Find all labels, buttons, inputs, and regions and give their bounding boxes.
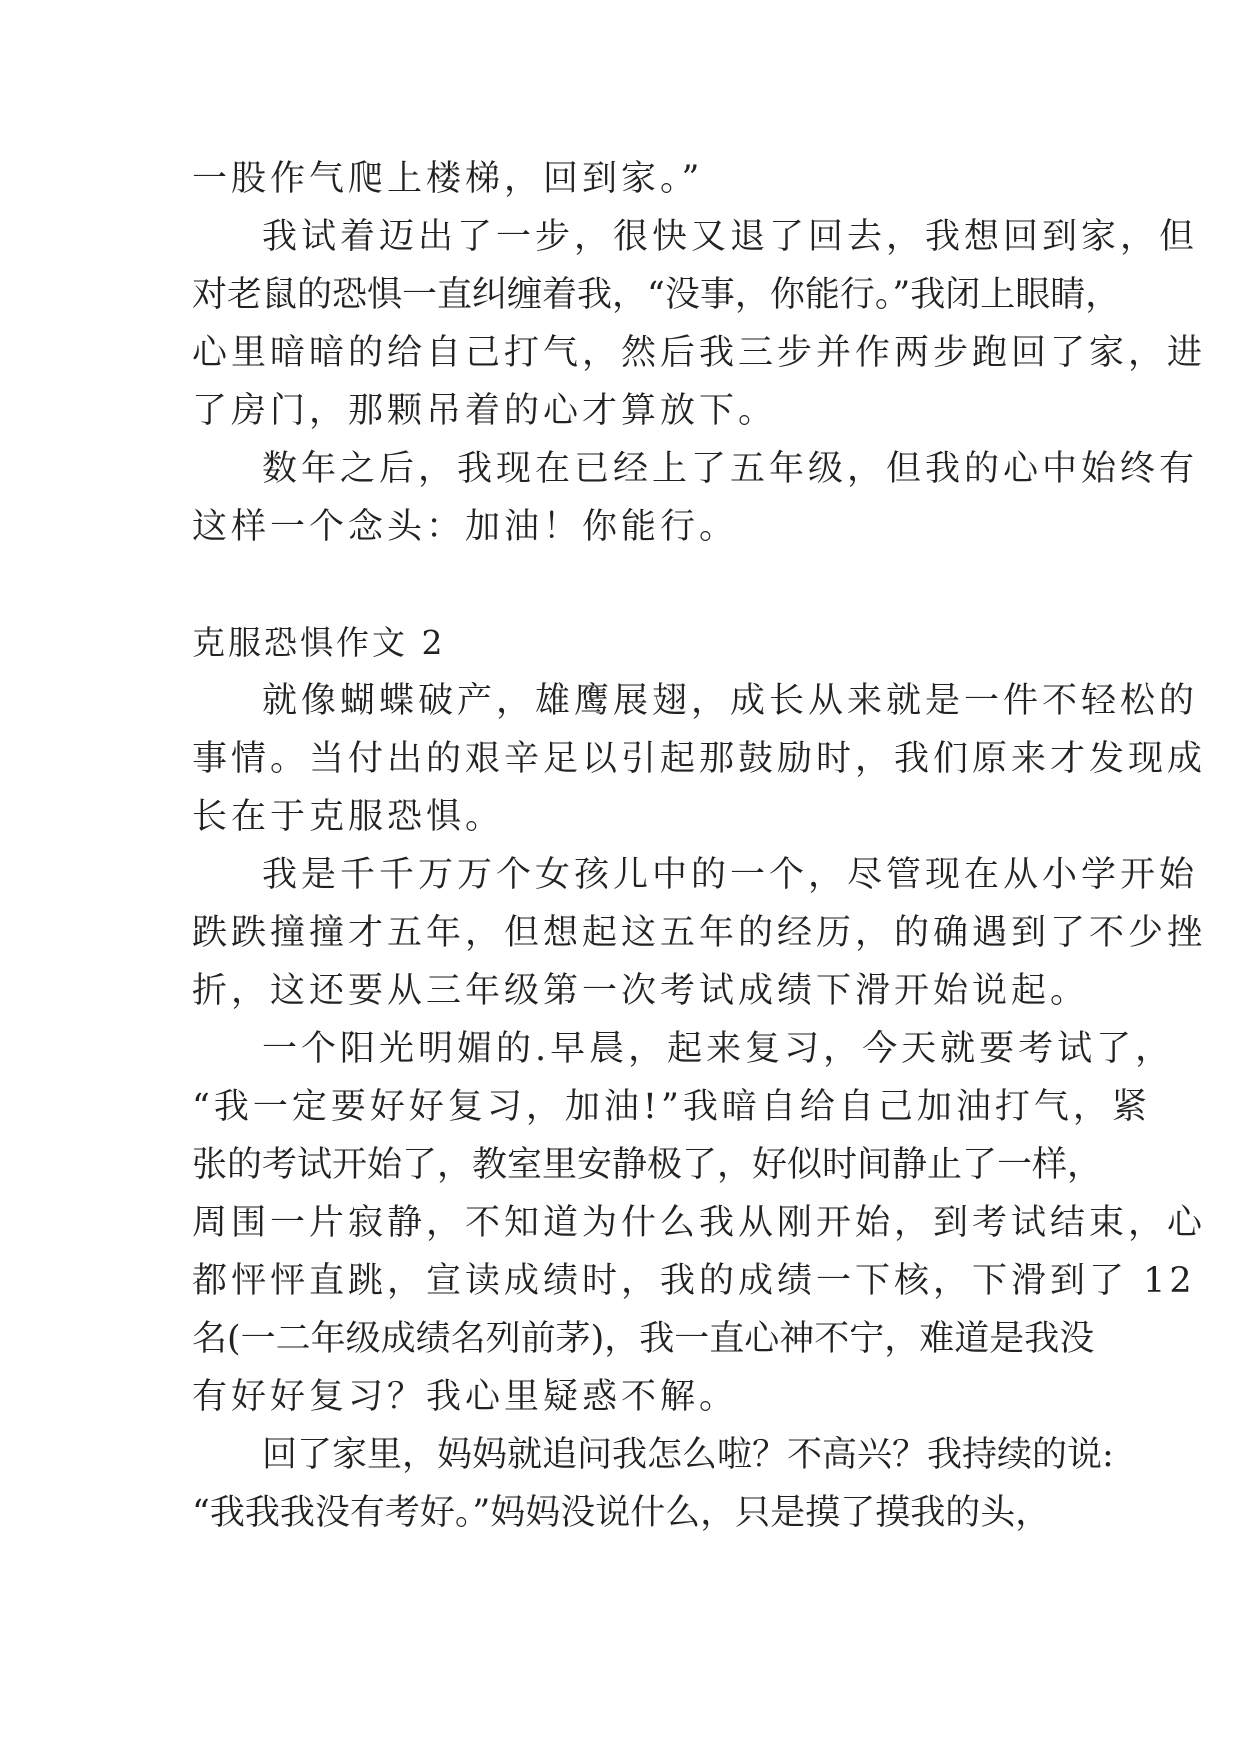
paragraph-start-line: 回了家里，妈妈就追问我怎么啦？不高兴？我持续的说: [262, 1435, 1114, 1475]
text-line: 张的考试开始了，教室里安静极了，好似时间静止了一样， [192, 1145, 1103, 1185]
text-line: “我一定要好好复习，加油!”我暗自给自己加油打气，紧 [192, 1087, 1151, 1127]
text-line: 了房门，那颗吊着的心才算放下。 [192, 391, 778, 431]
document-body [192, 150, 1207, 1542]
section-heading: 克服恐惧作文 2 [192, 623, 446, 662]
paragraph-start-line: 数年之后，我现在已经上了五年级，但我的心中始终有 [262, 449, 1199, 489]
text-line: 心里暗暗的给自己打气，然后我三步并作两步跑回了家，进 [192, 333, 1207, 373]
text-line: 周围一片寂静，不知道为什么我从刚开始，到考试结束，心 [192, 1203, 1207, 1243]
section-spacer [192, 556, 1072, 614]
text-line: 名(一二年级成绩名列前茅)，我一直心神不宁，难道是我没 [192, 1319, 1095, 1359]
text-line: 有好好复习？我心里疑惑不解。 [192, 1377, 739, 1417]
paragraph-start-line: 一个阳光明媚的.早晨，起来复习，今天就要考试了， [262, 1029, 1175, 1069]
text-line: 对老鼠的恐惧一直纠缠着我，“没事，你能行。”我闭上眼睛， [192, 275, 1121, 315]
paragraph-start-line: 我试着迈出了一步，很快又退了回去，我想回到家，但 [262, 217, 1199, 257]
paragraph-start-line: 就像蝴蝶破产，雄鹰展翅，成长从来就是一件不轻松的 [262, 681, 1199, 721]
text-line: 事情。当付出的艰辛足以引起那鼓励时，我们原来才发现成 [192, 739, 1207, 779]
text-line: 折，这还要从三年级第一次考试成绩下滑开始说起。 [192, 971, 1090, 1011]
text-line: 跌跌撞撞才五年，但想起这五年的经历，的确遇到了不少挫 [192, 913, 1207, 953]
text-line: 长在于克服恐惧。 [192, 797, 505, 837]
paragraph-start-line: 我是千千万万个女孩儿中的一个，尽管现在从小学开始 [262, 855, 1199, 895]
text-line: “我我我没有考好。”妈妈没说什么，只是摸了摸我的头， [192, 1493, 1051, 1533]
text-line: 都怦怦直跳，宣读成绩时，我的成绩一下核，下滑到了 12 [192, 1261, 1196, 1301]
text-line: 这样一个念头：加油！你能行。 [192, 507, 739, 547]
text-line: 一股作气爬上楼梯，回到家。” [192, 159, 704, 199]
